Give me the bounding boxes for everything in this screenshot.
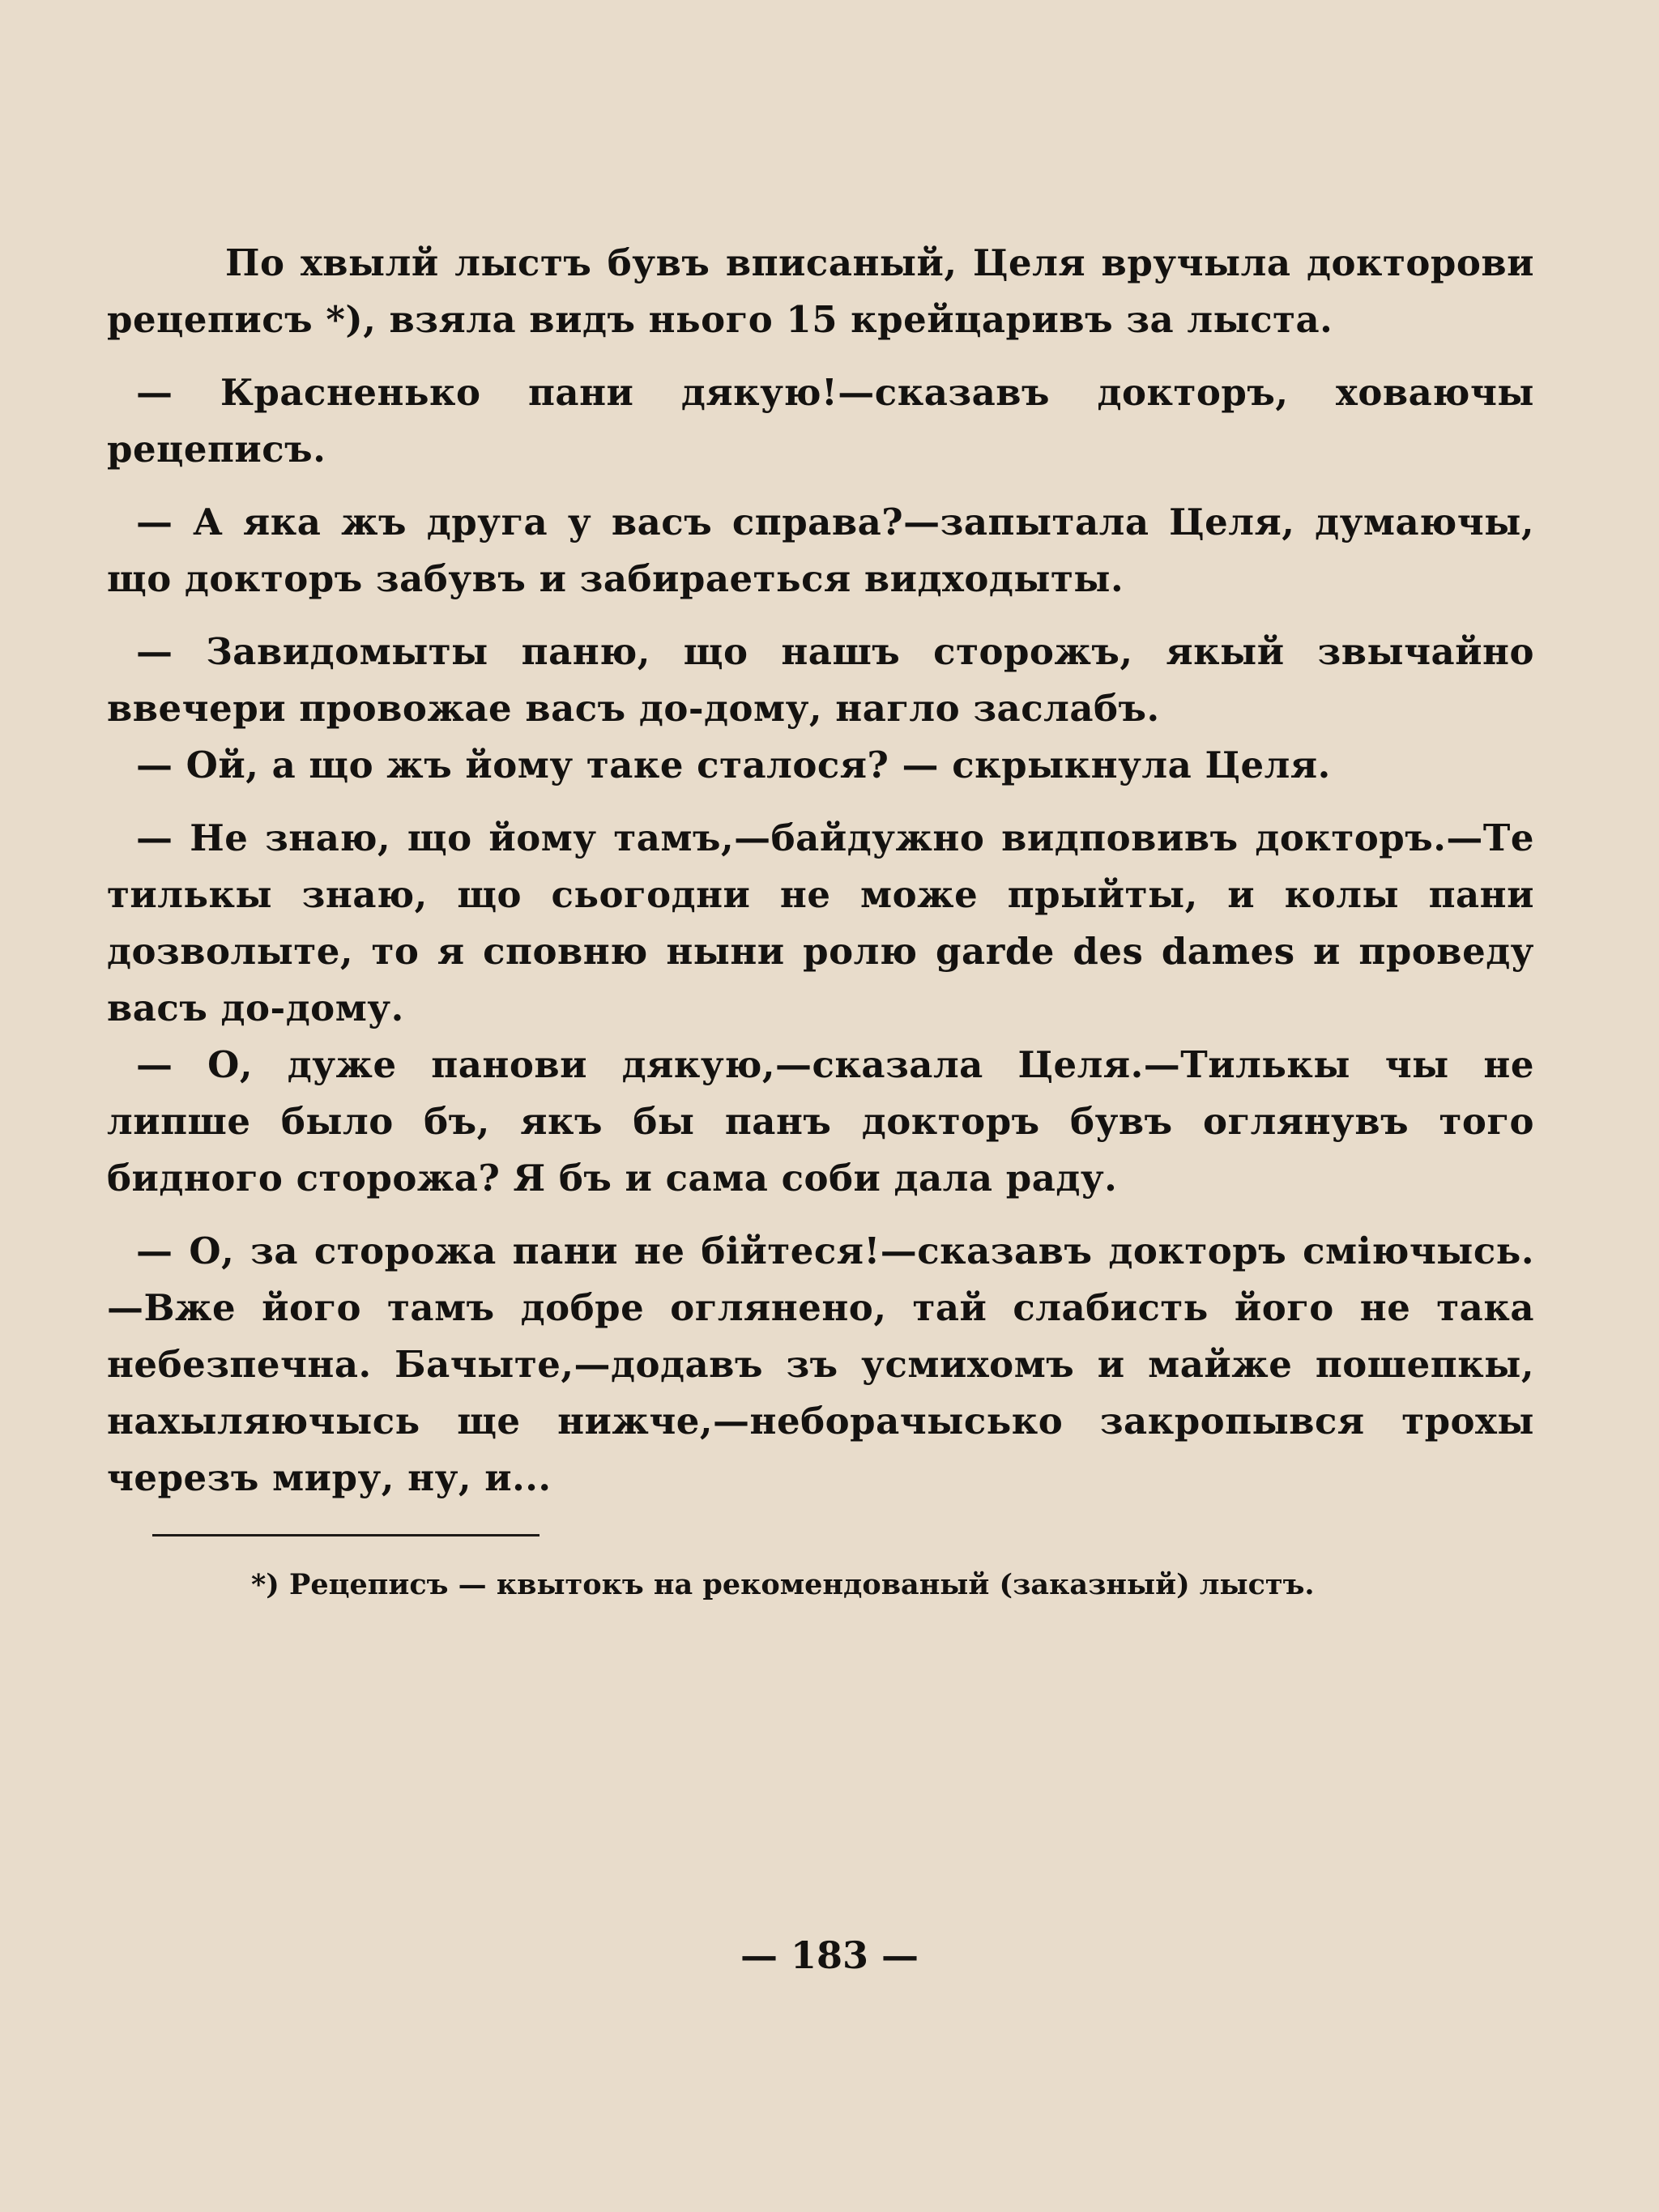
paragraph-6: — Не знаю, що йому тамъ,—байдужно видповивъ докторъ.—Те тилькы знаю, що сьогодни не може прыйты, и колы пани дозволыте, то я сповню ныни ролю garde des dames и проведу васъ до-дому. xyxy=(107,816,1534,1029)
paragraph-1: По хвылй лыстъ бувъ вписаный, Целя вручыла докторови рецеписъ *), взяла видъ нього 15 крейцаривъ за лыста. xyxy=(107,241,1534,341)
paragraph-7: — О, дуже панови дякую,—сказала Целя.—Тилькы чы не липше было бъ, якъ бы панъ докторъ бувъ оглянувъ того бидного сторожа? Я бъ и сама соби дала раду. xyxy=(107,1043,1534,1200)
page-number: — 183 — xyxy=(740,1933,919,1977)
paragraph-2: — Красненько пани дякую!—сказавъ докторъ, ховаючы рецеписъ. xyxy=(107,371,1534,471)
paragraph-3: — А яка жъ друга у васъ справа?—запытала Целя, думаючы, що докторъ забувъ и забираеться видходыты. xyxy=(107,501,1534,600)
paragraph-4: — Завидомыты паню, що нашъ сторожъ, якый звычайно ввечери провожае васъ до-дому, нагло заслабъ. xyxy=(107,630,1534,730)
footnote-divider xyxy=(152,1534,539,1536)
footnote: *) Рецеписъ — квытокъ на рекомендованый (заказный) лыстъ. xyxy=(251,1568,1315,1601)
page-text-block xyxy=(107,235,1534,1608)
paragraph-5: — Ой, а що жъ йому таке сталося? — скрыкнула Целя. xyxy=(136,744,1331,786)
paragraph-8: — О, за сторожа пани не бійтеся!—сказавъ докторъ сміючысь.—Вже його тамъ добре оглянено, тай слабисть його не така небезпечна. Бачыте,—додавъ зъ усмихомъ и майже пошепкы, нахыляючысь ще нижче,—неборачысько закропывся трохы черезъ миру, ну, и... xyxy=(107,1230,1534,1499)
